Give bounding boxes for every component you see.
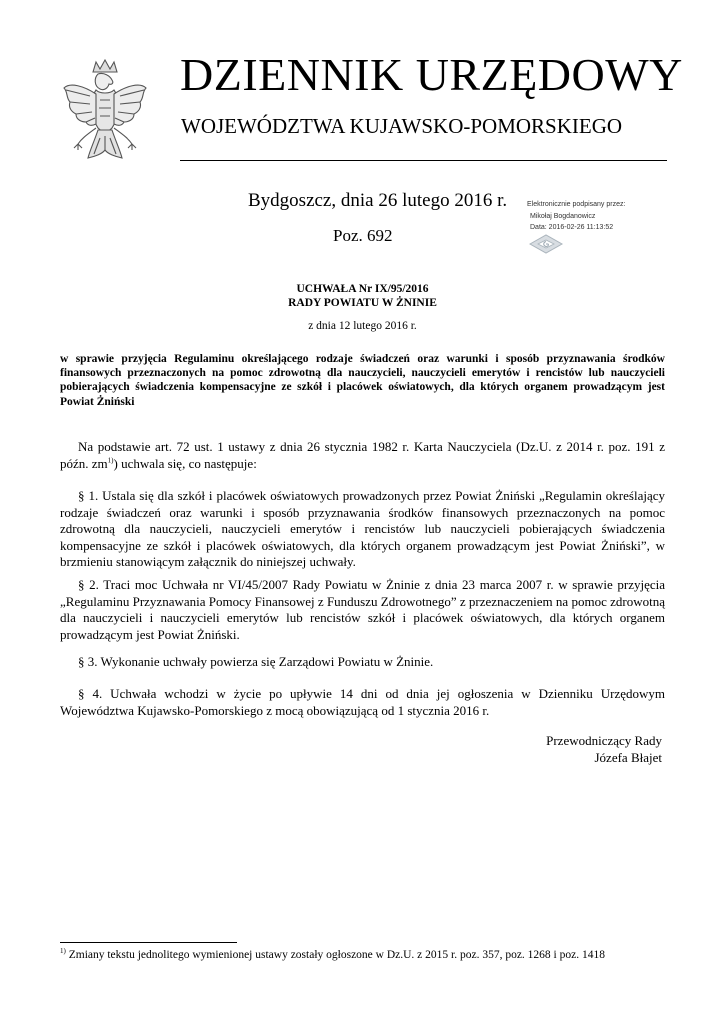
header-divider: [180, 160, 667, 161]
section-1-paragraph: § 1. Ustala się dla szkół i placówek oświatowych prowadzonych przez Powiat Żniński „Regulamin określający rodzaje świadczeń oraz warunki i sposób przyznawania środków finansowych przeznaczonych na pomoc zdrowotną dla nauczycieli, nauczycieli emerytów i rencistów lub nauczycieli pobierających świadczenia kompensacyjne ze szkół i placówek oświatowych, dla których organem prowadzącym jest Powiat Żniński”, w brzmieniu stanowiącym załącznik do niniejszej uchwały.: [60, 488, 665, 570]
signatory-name: Józefa Błajet: [594, 749, 662, 765]
publication-position: Poz. 692: [333, 226, 393, 245]
signature-line-signed-by: Elektronicznie podpisany przez:: [527, 201, 626, 208]
section-3-paragraph: § 3. Wykonanie uchwały powierza się Zarządowi Powiatu w Żninie.: [78, 654, 434, 669]
signatory-role: Przewodniczący Rady: [546, 733, 662, 748]
footnote-text: Zmiany tekstu jednolitego wymienionej ustawy zostały ogłoszone w Dz.U. z 2015 r. poz. 357, poz. 1268 i poz. 1418: [65, 949, 605, 961]
signature-stamp-icon: [528, 233, 564, 255]
legal-basis-text-end: ) uchwala się, co następuje:: [113, 455, 257, 471]
resolution-heading: [60, 282, 665, 310]
resolution-number: UCHWAŁA Nr IX/95/2016: [296, 283, 429, 295]
journal-subtitle: WOJEWÓDZTWA KUJAWSKO-POMORSKIEGO: [181, 114, 623, 138]
section-2-paragraph: § 2. Traci moc Uchwała nr VI/45/2007 Rady Powiatu w Żninie z dnia 23 marca 2007 r. w sprawie przyjęcia „Regulaminu Przyznawania Pomocy Finansowej z Funduszu Zdrowotnego” z przeznaczeniem na pomoc zdrowotną dla nauczycieli i nauczycieli emerytów lub rencistów szkół i placówek oświatowych, dla których organem prowadzącym jest Powiat Żniński.: [60, 577, 665, 642]
footnote-divider: [60, 942, 237, 943]
signature-line-date: Data: 2016-02-26 11:13:52: [530, 224, 614, 231]
resolution-date: z dnia 12 lutego 2016 r.: [308, 320, 417, 332]
section-4-paragraph: § 4. Uchwała wchodzi w życie po upływie 14 dni od dnia jej ogłoszenia w Dzienniku Urzędowym Województwa Kujawsko-Pomorskiego z mocą obowiązującą od 1 stycznia 2016 r.: [60, 686, 665, 718]
legal-basis-text: Na podstawie art. 72 ust. 1 ustawy z dnia 26 stycznia 1982 r. Karta Nauczyciela (Dz.U. z 2014 r. poz. 191 z późn. zm: [60, 439, 665, 471]
signature-line-signer: Mikołaj Bogdanowicz: [530, 212, 596, 220]
signatory-block: [400, 733, 662, 766]
polish-eagle-emblem-icon: [60, 58, 150, 170]
journal-title: DZIENNIK URZĘDOWY: [180, 49, 683, 100]
footnote-reference: 1): [107, 456, 114, 465]
resolution-body: RADY POWIATU W ŻNINIE: [288, 297, 437, 309]
resolution-subject: w sprawie przyjęcia Regulaminu określającego rodzaje świadczeń oraz warunki i sposób przyznawania środków finansowych przeznaczonych na pomoc zdrowotną dla nauczycieli, nauczycieli emerytów i rencistów lub nauczycieli pobierających świadczenia kompensacyjne ze szkół i placówek oświatowych, dla których organem prowadzącym jest Powiat Żniński: [60, 353, 665, 408]
electronic-signature-box: [527, 199, 677, 234]
publication-place-date: Bydgoszcz, dnia 26 lutego 2016 r.: [248, 190, 508, 211]
footnote-marker: 1): [60, 947, 66, 956]
footnote: [60, 948, 670, 962]
legal-basis-paragraph: [60, 439, 665, 472]
